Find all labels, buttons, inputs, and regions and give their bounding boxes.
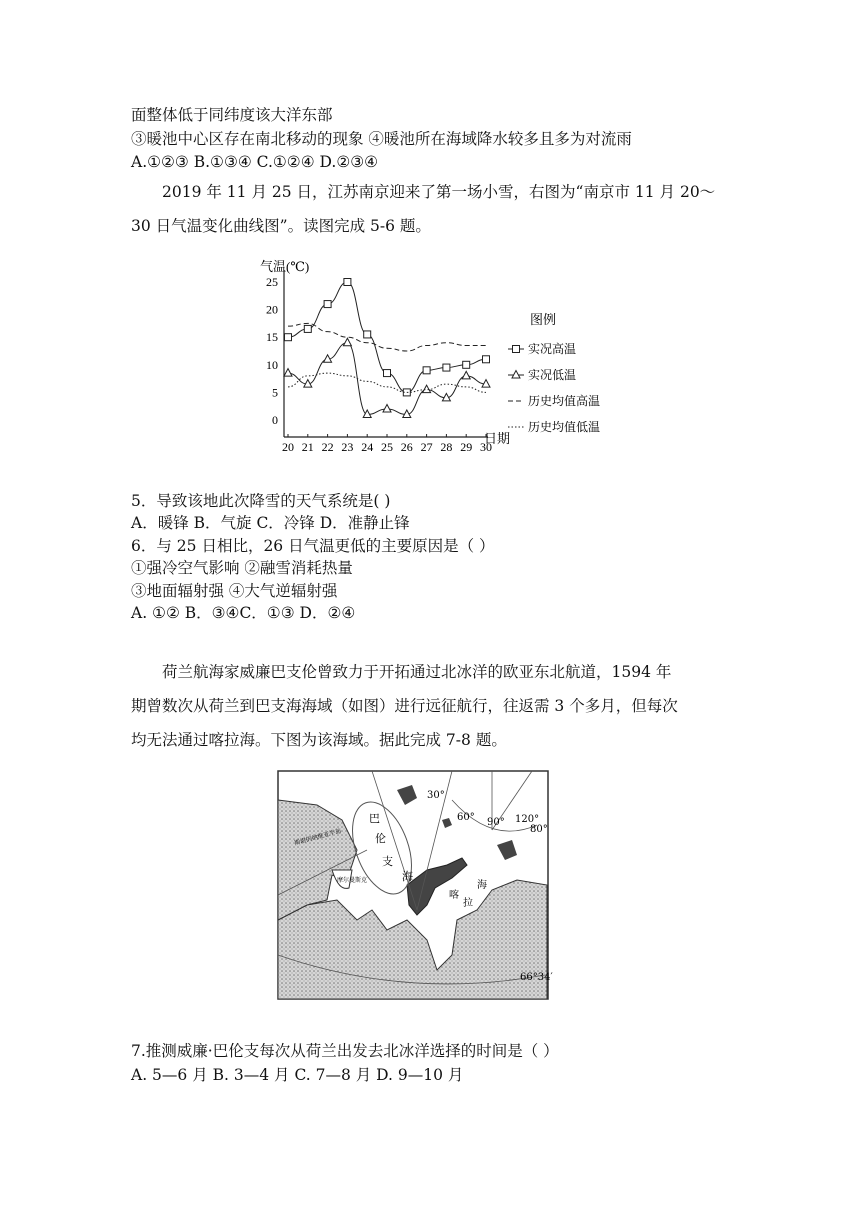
legend-title: 图例	[530, 312, 557, 327]
data-point-square	[304, 325, 311, 332]
y-tick-label: 20	[266, 302, 278, 317]
question6-stem: 6．与 25 日相比，26 日气温更低的主要原因是（ ）	[131, 537, 495, 555]
legend-label-3: 历史均值低温	[528, 420, 601, 434]
question5-options: A．暖锋 B．气旋 C．冷锋 D．准静止锋	[131, 514, 410, 532]
data-point-triangle	[383, 404, 391, 412]
question5-stem: 5．导致该地此次降雪的天气系统是( )	[131, 492, 391, 510]
label-lon30: 30°	[427, 790, 445, 801]
label-scandinavia: 斯堪的纳维亚半岛	[293, 827, 342, 847]
question6-options: A. ①② B．③④C．①③ D．②④	[131, 604, 356, 622]
label-sea-zhi: 支	[382, 855, 393, 868]
legend-label-1: 实况低温	[528, 368, 577, 382]
series-line-2	[288, 323, 486, 351]
legend-marker-triangle	[512, 371, 520, 379]
barents-sea-map	[277, 770, 553, 1000]
legend-label-2: 历史均值高温	[528, 394, 601, 408]
label-lon90: 90°	[487, 817, 505, 828]
x-tick-label: 20	[282, 440, 294, 454]
x-tick-label: 29	[460, 440, 473, 454]
data-point-square	[443, 364, 450, 371]
label-sea-lun: 伦	[375, 832, 386, 845]
data-point-square	[423, 367, 430, 374]
temperature-chart	[258, 252, 618, 464]
x-tick-label: 26	[400, 440, 413, 454]
x-tick-label: 28	[440, 440, 453, 454]
question4-options: A.①②③ B.①③④ C.①②④ D.②③④	[131, 153, 379, 171]
y-tick-label: 5	[272, 385, 278, 400]
x-tick-label: 22	[321, 440, 334, 454]
data-point-square	[344, 279, 351, 286]
x-tick-label: 21	[301, 440, 314, 454]
question4-stem-tail: 面整体低于同纬度该大洋东部	[131, 106, 333, 124]
data-point-square	[324, 301, 331, 308]
intro-7-8	[131, 655, 735, 757]
intro-7-8-line3: 均无法通过喀拉海。下图为该海域。据此完成 7-8 题。	[131, 731, 507, 749]
label-sea-hai: 海	[402, 870, 413, 883]
x-tick-label: 30	[480, 440, 492, 454]
data-point-square	[483, 356, 490, 363]
intro-5-6	[131, 175, 735, 243]
y-tick-label: 10	[266, 357, 278, 372]
question7-stem: 7.推测威廉·巴伦支每次从荷兰出发去北冰洋选择的时间是（ ）	[131, 1042, 559, 1060]
data-point-square	[384, 370, 391, 377]
label-lat6634: 66°34′	[520, 972, 553, 983]
data-point-triangle	[462, 371, 470, 379]
data-point-square	[463, 361, 470, 368]
chart-xlabel: 日期	[484, 431, 511, 446]
label-lon120: 120°	[515, 814, 540, 825]
intro-7-8-line1: 荷兰航海家威廉巴支伦曾致力于开拓通过北冰洋的欧亚东北航道，1594 年	[162, 663, 672, 681]
data-point-triangle	[363, 410, 371, 418]
x-tick-label: 23	[341, 440, 354, 454]
x-tick-label: 24	[361, 440, 374, 454]
x-tick-label: 25	[381, 440, 393, 454]
intro-5-6-line2: 30 日气温变化曲线图”。读图完成 5-6 题。	[131, 217, 431, 235]
y-tick-label: 25	[266, 275, 278, 289]
y-tick-label: 0	[272, 413, 278, 427]
x-tick-label: 27	[420, 440, 433, 454]
question6-statements-1: ①强冷空气影响 ②融雪消耗热量	[131, 559, 353, 577]
label-lat80: 80°	[530, 824, 548, 835]
data-point-triangle	[423, 385, 431, 393]
data-point-square	[364, 331, 371, 338]
label-kara-2: 拉	[463, 898, 473, 909]
legend-label-0: 实况高温	[528, 342, 577, 356]
label-murmansk: 摩尔曼斯克	[337, 877, 368, 884]
label-kara-1: 喀	[449, 890, 459, 901]
intro-5-6-line1: 2019 年 11 月 25 日，江苏南京迎来了第一场小雪，右图为“南京市 11 月 20～	[162, 183, 716, 201]
question4-statements: ③暖池中心区存在南北移动的现象 ④暖池所在海域降水较多且多为对流雨	[131, 130, 632, 148]
data-point-triangle	[343, 338, 351, 346]
data-point-square	[285, 334, 292, 341]
question7-options: A. 5—6 月 B. 3—4 月 C. 7—8 月 D. 9—10 月	[131, 1066, 464, 1084]
data-point-triangle	[284, 369, 292, 377]
label-kara-3: 海	[477, 880, 487, 891]
label-lon60: 60°	[457, 812, 475, 823]
intro-7-8-line2: 期曾数次从荷兰到巴支海海域（如图）进行远征航行，往返需 3 个多月，但每次	[131, 697, 678, 715]
y-tick-label: 15	[266, 330, 278, 345]
label-sea-ba: 巴	[369, 812, 380, 825]
question6-statements-2: ③地面辐射强 ④大气逆辐射强	[131, 582, 338, 600]
legend-marker-square	[513, 346, 520, 353]
chart-ylabel: 气温(℃)	[260, 259, 310, 274]
